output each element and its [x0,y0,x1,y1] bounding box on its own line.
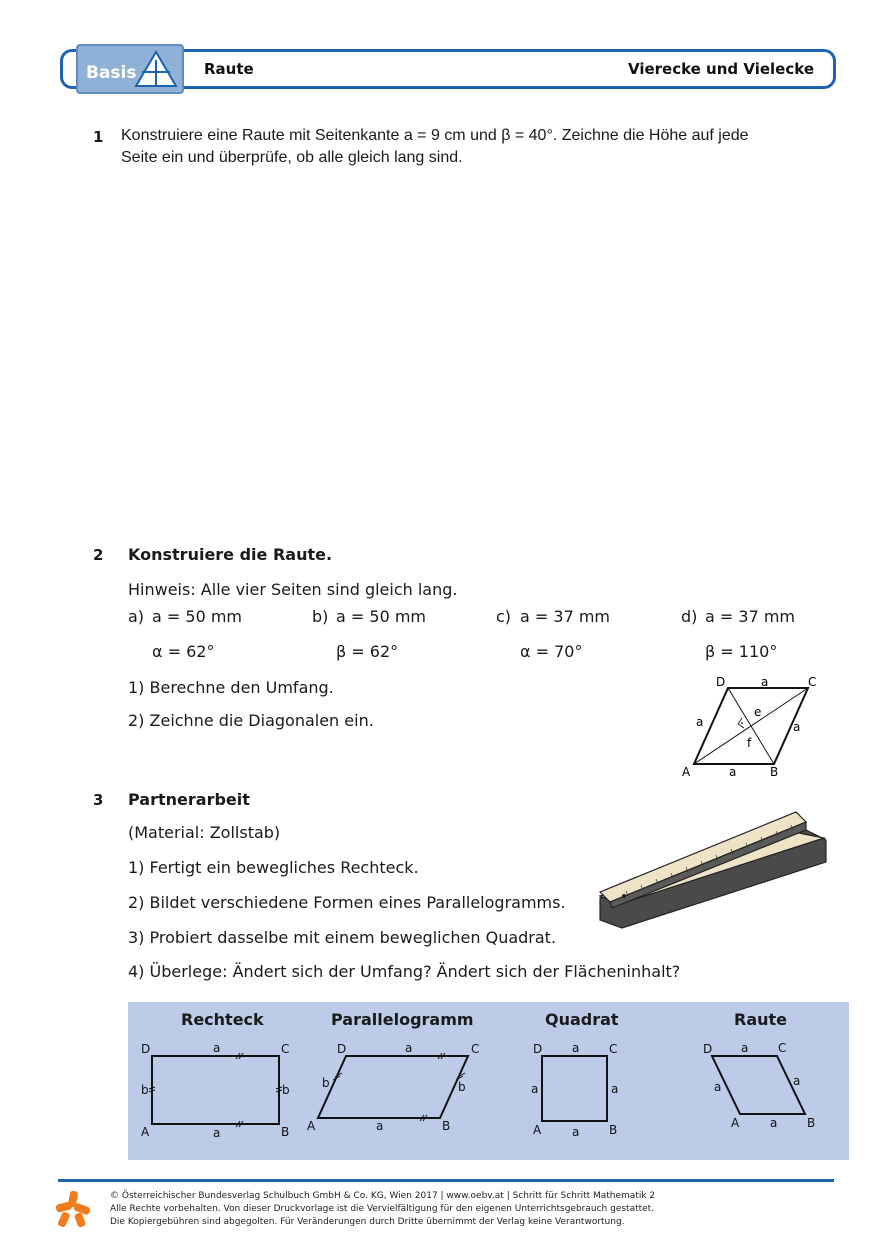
diag-label-a-left: a [696,715,704,729]
shape-title-rechteck: Rechteck [181,1010,264,1029]
task-3-step-3: 3) Probiert dasselbe mit einem beweglichen Quadrat. [128,928,557,947]
diagonal-f [728,688,774,764]
part-a-side: a = 50 mm [152,607,242,626]
rechteck-D: D [141,1042,151,1056]
raute-B: B [807,1116,816,1130]
parallelogramm-a-bottom: a [376,1119,384,1133]
rhombus-diagonals-diagram [676,672,826,782]
parallelogramm-b-left: b [322,1076,330,1090]
task-2-hint: Hinweis: Alle vier Seiten sind gleich lang. [128,580,458,599]
part-b-angle: β = 62° [336,642,399,661]
footer-line-2: Alle Rechte vorbehalten. Von dieser Druckvorlage ist die Vervielfältigung für den eigenen Unterrichtsgebrauch gestattet. [110,1204,655,1214]
raute-a-top: a [741,1041,749,1055]
shape-title-raute: Raute [734,1010,788,1029]
shapes-drawing [128,1002,849,1160]
part-c-angle: α = 70° [520,642,583,661]
folding-ruler-illustration [596,808,830,932]
task-2-step-1: 1) Berechne den Umfang. [128,678,334,697]
parallelogramm-B: B [442,1119,451,1133]
diag-label-A: A [682,765,691,779]
raute-A: A [731,1116,740,1130]
task-3-number: 3 [93,791,104,809]
raute-C: C [778,1041,787,1055]
rechteck-shape [152,1056,279,1124]
quadrat-D: D [533,1042,543,1056]
logo-label: Basis [86,63,137,83]
part-b-side: a = 50 mm [336,607,426,626]
quadrat-a-top: a [572,1041,580,1055]
page-title: Raute [204,60,254,78]
parallelogramm-C: C [471,1042,480,1056]
publisher-logo-icon [54,1190,92,1228]
task-1-line-1: Konstruiere eine Raute mit Seitenkante a = 9 cm und β = 40°. Zeichne die Höhe auf jede [121,127,749,144]
diag-label-a-bottom: a [729,765,737,779]
task-1-number: 1 [93,128,104,146]
triangle-icon [134,50,178,88]
parallelogramm-shape [318,1056,468,1118]
footer-text [110,1190,655,1229]
raute-a-left: a [714,1080,722,1094]
diag-label-a-right: a [793,720,801,734]
quadrat-shape [542,1056,607,1121]
part-a-label: a) [128,607,145,626]
task-1-line-2: Seite ein und überprüfe, ob alle gleich lang sind. [121,149,463,166]
quadrat-B: B [609,1123,618,1137]
rechteck-b-right: b [282,1083,290,1097]
raute-shape [712,1056,805,1114]
part-c-label: c) [496,607,512,626]
footer-line-1: © Österreichischer Bundesverlag Schulbuch GmbH & Co. KG, Wien 2017 | www.oebv.at | Schritt für Schritt Mathematik 2 [110,1191,656,1201]
rechteck-a-bottom: a [213,1126,221,1140]
task-3-material: (Material: Zollstab) [128,823,281,842]
task-3-step-1: 1) Fertigt ein bewegliches Rechteck. [128,858,419,877]
part-d-label: d) [681,607,698,626]
task-3-step-2: 2) Bildet verschiedene Formen eines Parallelogramms. [128,893,566,912]
rechteck-C: C [281,1042,290,1056]
raute-a-bottom: a [770,1116,778,1130]
diag-label-C: C [808,675,817,689]
part-a-angle: α = 62° [152,642,215,661]
quadrat-C: C [609,1042,618,1056]
part-d-angle: β = 110° [705,642,778,661]
diag-label-D: D [716,675,726,689]
raute-a-right: a [793,1074,801,1088]
part-c-side: a = 37 mm [520,607,610,626]
shape-title-parallelogramm: Parallelogramm [331,1010,474,1029]
task-2-title: Konstruiere die Raute. [128,545,333,564]
diag-label-B: B [770,765,779,779]
task-2-number: 2 [93,546,104,564]
rechteck-a-top: a [213,1041,221,1055]
part-b-label: b) [312,607,329,626]
parallelogramm-D: D [337,1042,347,1056]
parallelogramm-b-right: b [458,1080,466,1094]
task-3-step-4: 4) Überlege: Ändert sich der Umfang? Ändert sich der Flächeninhalt? [128,962,681,981]
diag-label-f: f [747,736,752,750]
task-2-step-2: 2) Zeichne die Diagonalen ein. [128,711,374,730]
rechteck-B: B [281,1125,290,1139]
part-d-side: a = 37 mm [705,607,795,626]
quadrat-a-left: a [531,1082,539,1096]
diag-label-e: e [754,705,762,719]
parallelogramm-a-top: a [405,1041,413,1055]
rechteck-A: A [141,1125,150,1139]
basis-logo [76,44,184,94]
footer-line-3: Die Kopiergebühren sind abgegolten. Für Veränderungen durch Dritte übernimmt der Verlag keine Verantwortung. [110,1217,625,1227]
quadrat-a-bottom: a [572,1125,580,1139]
section-title: Vierecke und Vielecke [627,60,814,78]
task-3-title: Partnerarbeit [128,790,250,809]
raute-D: D [703,1042,713,1056]
parallelogramm-A: A [307,1119,316,1133]
footer-line [58,1179,834,1182]
diag-label-a-top: a [761,675,769,689]
shape-title-quadrat: Quadrat [545,1010,619,1029]
quadrat-a-right: a [611,1082,619,1096]
quadrat-A: A [533,1123,542,1137]
rechteck-b-left: b [141,1083,149,1097]
